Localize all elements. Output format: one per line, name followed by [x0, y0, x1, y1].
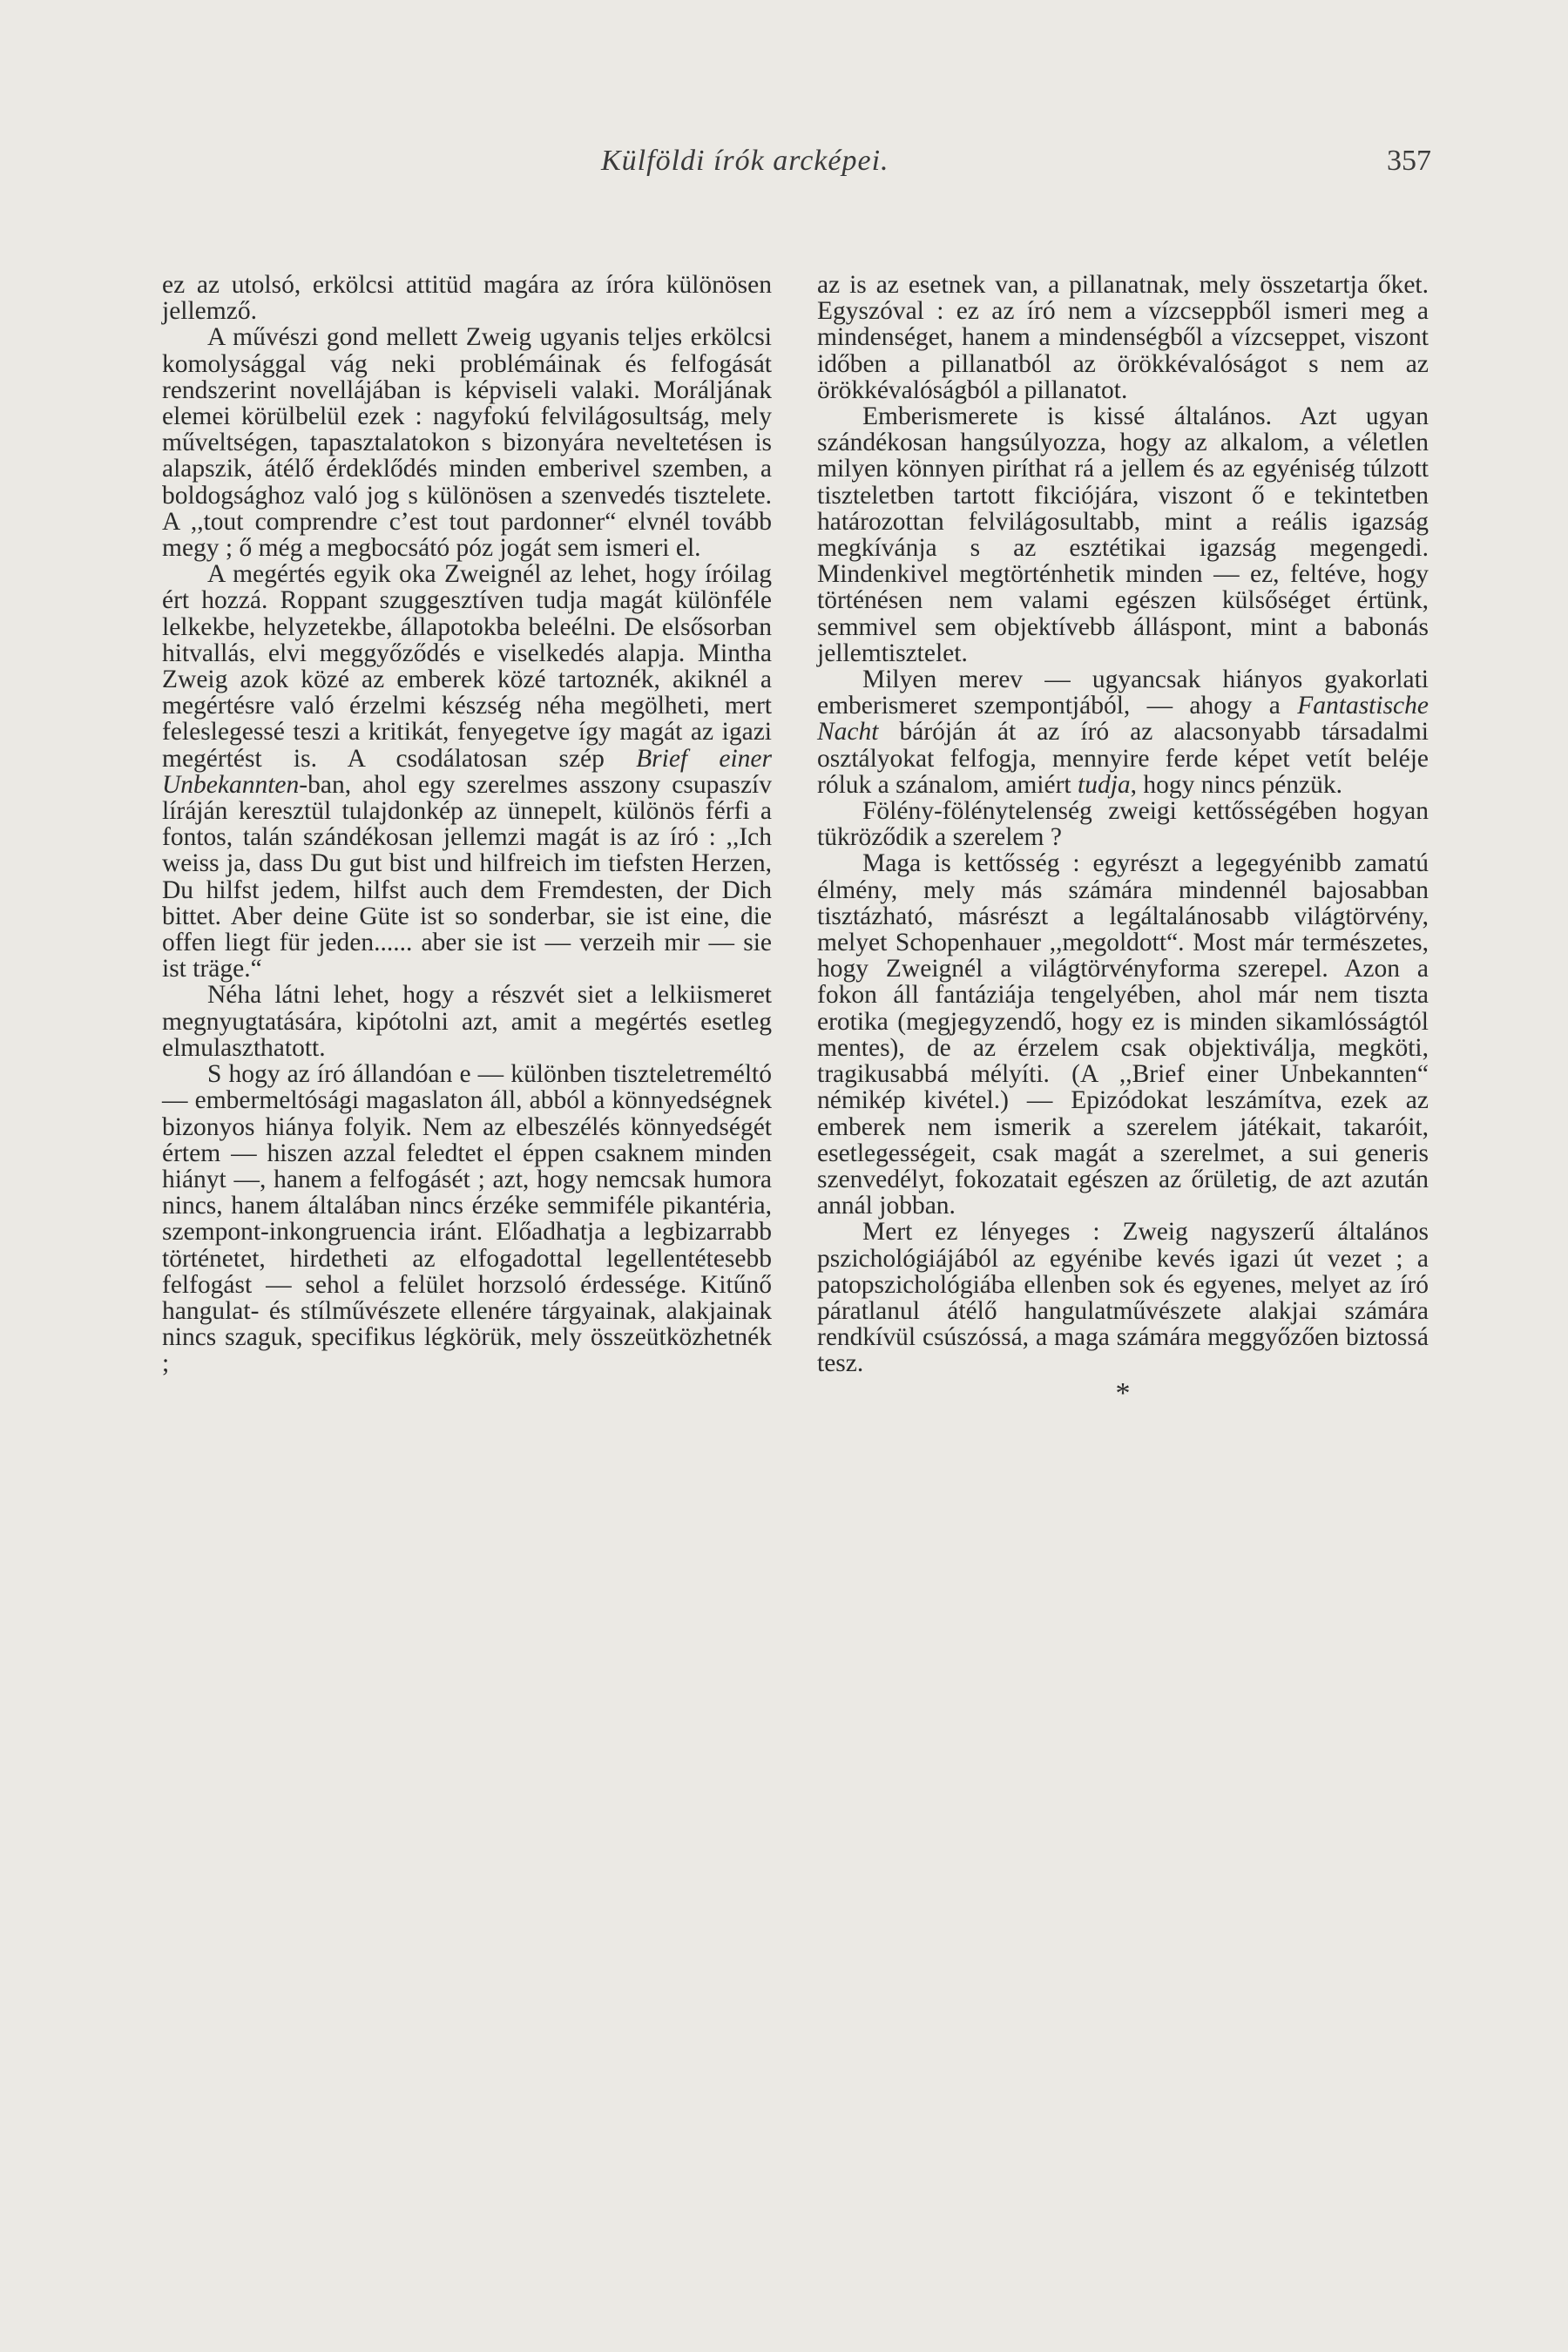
right-column	[817, 272, 1429, 1407]
text-run: -ban, ahol egy szerelmes asszony csupaszív líráján keresztül tulajdonkép az ünnepelt, különös férfi a fontos, talán szándékosan jellemzi magát is az író : ,,Ich weiss ja, dass Du gut bist und hilfreich im tiefsten Herzen, Du hilfst jedem, hilfst auch dem Fremdesten, der Dich bittet. Aber deine Güte ist so sonderbar, sie ist eine, die offen liegt für jeden...... aber sie ist — verzeih mir — sie ist träge.“	[162, 770, 772, 983]
section-end-asterisk: *	[1115, 1376, 1131, 1409]
left-column	[162, 272, 772, 1377]
italic-word: tudja	[1078, 770, 1131, 799]
paragraph: Mert ez lényeges : Zweig nagyszerű általános pszichológiájából az egyénibe kevés igazi út vezet ; a patopszichológiába ellenben sok és egyenes, melyet az író páratlanul átélő hangulatművészete alakjai számára rendkívül csúszóssá, a maga számára meggyőzően biztossá tesz.	[817, 1218, 1429, 1378]
paragraph	[817, 666, 1429, 798]
paragraph: Néha látni lehet, hogy a részvét siet a lelkiismeret megnyugtatására, kipótolni azt, amit a megértés esetleg elmulaszthatott.	[162, 981, 772, 1062]
paragraph: A művészi gond mellett Zweig ugyanis teljes erkölcsi komolysággal vág neki problémáinak és felfogását rendszerint novellájában is képviseli valaki. Moráljának elemei körülbelül ezek : nagyfokú felvilágosultság, mely műveltségen, tapasztalatokon s bizonyára neveltetésen is alapszik, átélő érdeklődés minden emberivel szemben, a boldogsághoz való jog s különösen a szenvedés tisztelete. A ,,tout comprendre c’est tout pardonner“ elvnél tovább megy ; ő még a megbocsátó póz jogát sem ismeri el.	[162, 323, 772, 563]
text-run: Milyen merev — ugyancsak hiányos gyakorlati emberismeret szempontjából, — ahogy a	[817, 666, 1429, 720]
paragraph: Emberismerete is kissé általános. Azt ugyan szándékosan hangsúlyozza, hogy az alkalom, a véletlen milyen könnyen piríthat rá a jellem és az egyéniség túlzott tiszteletben tartott fikciójára, viszont ő e tekintetben határozottan felvilágosultabb, mint a reális igazság megkívánja s az esztétikai igazság megengedi. Mindenkivel megtörténhetik minden — ez, feltéve, hogy történésen nem valami egészen külsőséget értünk, semmivel sem objektívebb álláspont, mint a babonás jellemtisztelet.	[817, 402, 1429, 667]
page-number: 357	[1387, 145, 1431, 177]
paragraph: Fölény-fölénytelenség zweigi kettősségében hogyan tükröződik a szerelem ?	[817, 797, 1429, 852]
paragraph	[162, 561, 772, 982]
running-title: Külföldi írók arcképei.	[601, 145, 889, 177]
text-run: , hogy nincs pénzük.	[1130, 770, 1342, 799]
paragraph-continued: az is az esetnek van, a pillanatnak, mely összetartja őket. Egyszóval : ez az író nem a vízcseppből ismeri meg a mindenséget, hanem a mindenségből a vízcseppet, viszont időben a pillanatból az örökkévalóságot s nem az örökkévalóságból a pillanatot.	[817, 271, 1429, 404]
paragraph-continued: ez az utolsó, erkölcsi attitüd magára az íróra különösen jellemző.	[162, 271, 772, 326]
italic-title: Brief einer Unbekannten	[162, 744, 772, 799]
text-run: A megértés egyik oka Zweignél az lehet, hogy íróilag ért hozzá. Roppant szuggesztíven tudja magát különféle lelkekbe, helyzetekbe, állapotokba beleélni. De elsősorban hitvallás, elvi meggyőződés e viselkedés alapja. Mintha Zweig azok közé az emberek közé tartoznék, akiknél a megértésre való érzelmi készség néha megölheti, mert feleslegessé teszi a kritikát, fenyegetve így magát az igazi megértést is. A csodálatosan szép	[162, 560, 772, 773]
paragraph: Maga is kettősség : egyrészt a legegyénibb zamatú élmény, mely más számára mindennél bajosabban tisztázható, másrészt a legáltalánosabb világtörvény, melyet Schopenhauer ,,megoldott“. Most már természetes, hogy Zweignél a világtörvényforma szerepel. Azon a fokon áll fantáziája tengelyében, ahol már nem tiszta erotika (megjegyzendő, hogy ez is minden sikamlósságtól mentes), de az érzelem csak objektiválja, megköti, tragikusabbá mélyíti. (A ,,Brief einer Unbekannten“ némikép kivétel.) — Epizódokat leszámítva, ezek az emberek nem ismerik a szerelem játékait, takaróit, esetlegességeit, csak magát a szerelmet, a sui generis szenvedélyt, fokozatait egészen az őrületig, de azt azután annál jobban.	[817, 849, 1429, 1220]
paragraph: S hogy az író állandóan e — különben tiszteletreméltó — embermeltósági magaslaton áll, abból a könnyedségnek bizonyos hiánya folyik. Nem az elbeszélés könnyedségét értem — hiszen azzal feledtet el éppen csaknem minden hiányt —, hanem a felfogásét ; azt, hogy nemcsak humora nincs, hanem általában nincs érzéke semmiféle pikantéria, szempont-inkongruencia iránt. Előadhatja a legbizarrabb történetet, hirdetheti az elfogadottal legellentétesebb felfogást — sehol a felület horzsoló érdessége. Kitűnő hangulat- és stílművészete ellenére tárgyainak, alakjainak nincs szaguk, specifikus légkörük, mely összeütközhetnék ;	[162, 1060, 772, 1378]
italic-title: Fantastische Nacht	[817, 692, 1429, 747]
text-run: báróján át az író az alacsonyabb társadalmi osztályokat felfogja, mennyire ferde képet vetít beléje róluk a szánalom, amiért	[817, 718, 1429, 799]
